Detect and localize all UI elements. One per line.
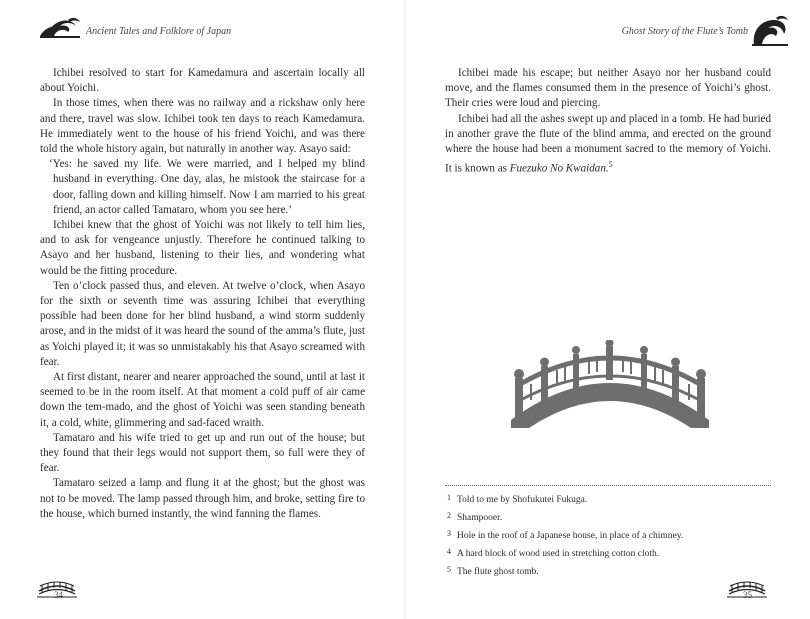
paragraph: Ichibei knew that the ghost of Yoichi was not likely to tell him lies, and to ask for vengeance unjustly. Therefore he continued talking to Asayo and her husband, listening to their lies, and wondering what would be the fitting procedure. — [40, 219, 365, 277]
footnote-number: 1 — [447, 493, 451, 502]
footnote-text: A hard block of wood used in stretching cotton cloth. — [457, 549, 660, 559]
paragraph: Tamataro and his wife tried to get up and run out of the house; but they found that their legs would not support them, so full were they of fear. — [40, 431, 365, 475]
running-header: Ghost Story of the Flute’s Tomb — [621, 26, 748, 37]
footnote — [447, 508, 777, 526]
footnote-number: 4 — [447, 547, 451, 556]
footnote-text: Hole in the roof of a Japanese house, in place of a chimney. — [457, 531, 684, 541]
paragraph: ‘Yes: he saved my life. We were married, and I helped my blind husband in everything. One day, alas, he mistook the staircase for a door, falling down and killing himself. Now I am married to his great friend, an actor called Tamataro, whom you see here.’ — [49, 158, 365, 216]
paragraph: Ten o’clock passed thus, and eleven. At twelve o’clock, when Asayo for the sixth or seventh time was assuring Ichibei that everything possible had been done for her blind husband, a wind storm suddenly arose, and in the midst of it was heard the sound of the amma’s flute, just as Yoichi played it; it was so unmistakably his that Asayo screamed with fear. — [40, 279, 365, 368]
footnote-number: 2 — [447, 511, 451, 520]
body-text — [445, 66, 771, 177]
page-number: 34 — [54, 590, 63, 600]
page-number: 35 — [743, 590, 752, 600]
paragraph: Ichibei resolved to start for Kamedamura and ascertain locally all about Yoichi. — [40, 67, 365, 95]
right-page — [405, 0, 810, 619]
footnote — [447, 490, 777, 508]
paragraph — [445, 112, 771, 178]
footnote-number: 5 — [447, 565, 451, 574]
wave-ornament-icon — [38, 14, 82, 40]
wave-ornament-icon — [750, 14, 790, 48]
footnote-number: 3 — [447, 529, 451, 538]
paragraph: In those times, when there was no railway and a rickshaw only here and there, travel was slow. Ichibei took ten days to reach Kamedamura. He immediately went to the house of his friend Yoichi, and was there told the whole history again, but naturally in another way. Asayo said: — [40, 97, 365, 156]
paragraph: Ichibei made his escape; but neither Asayo nor her husband could move, and the flames consumed them in the presence of Yoichi’s ghost. Their cries were loud and piercing. — [445, 67, 771, 110]
footnote-text: Told to me by Shofukutei Fukuga. — [457, 495, 588, 505]
paragraph-text: Ichibei had all the ashes swept up and placed in a tomb. He had buried in another grave the flute of the blind amma, and erected on the ground where the house had been a monument sacred to the memory of Yoichi. It is known as — [445, 112, 771, 175]
paragraph: Tamataro seized a lamp and flung it at the ghost; but the ghost was not to be moved. The lamp passed through him, and broke, setting fire to the house, which burned instantly, the wind fanning the flames. — [40, 477, 365, 520]
running-header: Ancient Tales and Folklore of Japan — [86, 26, 232, 37]
tale-title: Fuezuko No Kwaidan. — [509, 162, 609, 175]
footnote — [447, 544, 777, 562]
paragraph: At first distant, nearer and nearer approached the sound, until at last it seemed to be in the room itself. At that moment a cold puff of air came down the tem-mado, and the ghost of Yoichi was seen standing beneath it, a cold, white, glimmering and sad-faced wraith. — [40, 371, 365, 429]
body-text — [40, 66, 365, 522]
footnote-marker[interactable]: 5 — [608, 160, 613, 170]
footnote-text: Shampooer. — [457, 513, 503, 523]
footnotes — [447, 490, 777, 580]
footnote — [447, 526, 777, 544]
footnote-text: The flute ghost tomb. — [457, 567, 539, 577]
footnote-divider — [445, 485, 771, 486]
arched-bridge-illustration — [511, 340, 709, 432]
